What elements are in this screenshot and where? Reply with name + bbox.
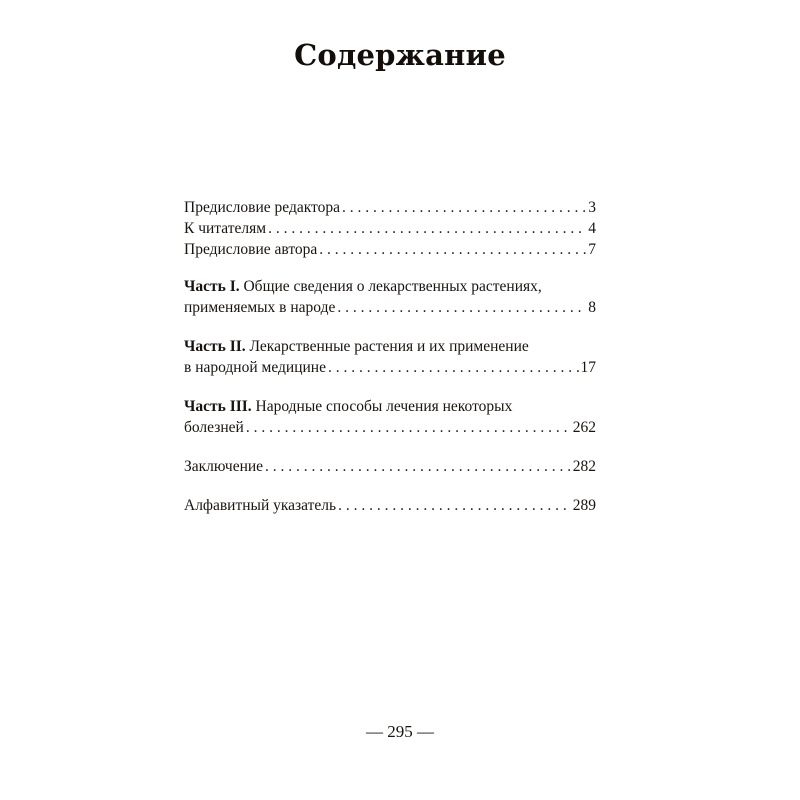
toc-entry-page: 4 (588, 220, 596, 237)
toc-entry-part-1[interactable] (184, 276, 596, 318)
toc-entry-editor-preface[interactable] (184, 197, 596, 218)
part-label: Часть I. (184, 278, 240, 295)
part-title-line-1: Лекарственные растения и их применение (249, 338, 529, 355)
dot-leader (342, 197, 586, 218)
dot-leader (328, 357, 579, 378)
page-number-footer: — 295 — (366, 722, 434, 741)
toc-entry-title-line (184, 396, 596, 417)
toc-entry-index-group (184, 495, 596, 516)
toc-entry-title-line (184, 357, 596, 378)
toc-entry-page: 7 (588, 241, 596, 258)
toc-entry-index[interactable] (184, 495, 596, 516)
page-title: Содержание (294, 38, 506, 72)
dot-leader (265, 456, 571, 477)
toc-entry-title: К читателям (184, 220, 267, 237)
toc-entry-title: Алфавитный указатель (184, 497, 337, 514)
toc-entry-page: 289 (572, 497, 596, 514)
toc-entry-title-line (184, 276, 596, 297)
part-title-line-1: Общие сведения о лекарственных растениях, (243, 278, 542, 295)
toc-entry-part-3[interactable] (184, 396, 596, 438)
toc-entry-conclusion[interactable] (184, 456, 596, 477)
dot-leader (338, 495, 571, 516)
toc-entry-title-line (184, 297, 596, 318)
toc-entry-page: 262 (572, 419, 596, 436)
toc-entry-page: 8 (588, 299, 596, 316)
toc-entry-to-readers[interactable] (184, 218, 596, 239)
part-label: Часть III. (184, 398, 252, 415)
dot-leader (246, 417, 571, 438)
toc-entry-title-line (184, 336, 596, 357)
toc-entry-author-preface[interactable] (184, 239, 596, 260)
table-of-contents (184, 197, 596, 534)
toc-entry-part-2[interactable] (184, 336, 596, 378)
toc-front-matter (184, 197, 596, 260)
dot-leader (337, 297, 586, 318)
toc-entry-title: Предисловие редактора (184, 199, 340, 216)
toc-entry-page: 282 (572, 458, 596, 475)
part-title-line-1: Народные способы лечения некоторых (255, 398, 513, 415)
toc-entry-page: 3 (588, 199, 596, 216)
dot-leader (319, 239, 586, 260)
toc-entry-title: Заключение (184, 458, 264, 475)
toc-entry-title-line (184, 417, 596, 438)
dot-leader (268, 218, 586, 239)
part-label: Часть II. (184, 338, 246, 355)
toc-entry-page: 17 (580, 359, 596, 376)
part-title-line-2: болезней (184, 419, 244, 436)
toc-entry-conclusion-group (184, 456, 596, 477)
part-title-line-2: в народной медицине (184, 359, 326, 376)
toc-entry-title: Предисловие автора (184, 241, 318, 258)
part-title-line-2: применяемых в народе (184, 299, 336, 316)
